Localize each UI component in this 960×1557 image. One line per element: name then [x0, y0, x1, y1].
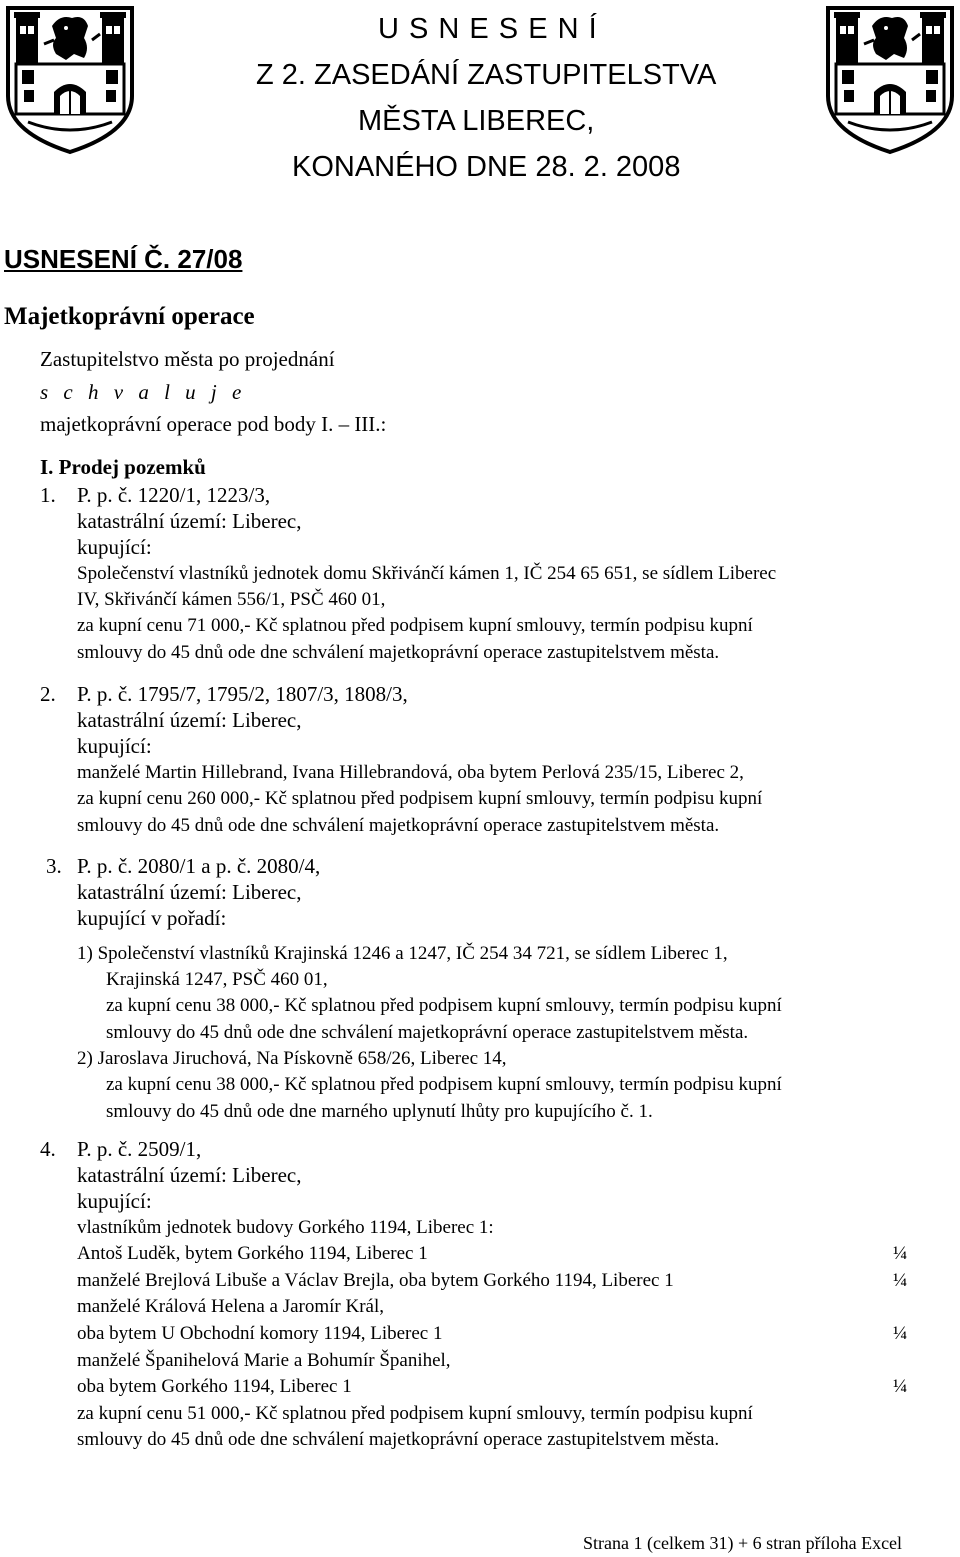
resolution-number: USNESENÍ Č. 27/08: [4, 244, 243, 274]
item-buyer-cont: IV, Skřivánčí kámen 556/1, PSČ 460 01,: [77, 589, 386, 610]
item-price-cont: smlouvy do 45 dnů ode dne schválení majetkoprávní operace zastupitelstvem města.: [77, 815, 720, 836]
resolution-title: Majetkoprávní operace: [4, 303, 255, 330]
sub-buyer-2: 2) Jaroslava Jiruchová, Na Pískovně 658/26, Liberec 14,: [77, 1048, 507, 1069]
resolution-intro: Zastupitelstvo města po projednání: [40, 347, 335, 371]
item-price: za kupní cenu 51 000,- Kč splatnou před podpisem kupní smlouvy, termín podpisu kupní: [77, 1403, 753, 1424]
item-parcel: P. p. č. 2080/1 a p. č. 2080/4,: [77, 854, 321, 878]
owner-row-cont: oba bytem Gorkého 1194, Liberec 1: [77, 1376, 352, 1397]
item-buyer-label: kupující:: [77, 535, 152, 559]
owner-row: manželé Brejlová Libuše a Václav Brejla, oba bytem Gorkého 1194, Liberec 1: [77, 1270, 674, 1291]
owner-share: ¼: [893, 1243, 908, 1264]
header-session: Z 2. ZASEDÁNÍ ZASTUPITELSTVA: [256, 59, 717, 91]
item-area: katastrální území: Liberec,: [77, 1163, 302, 1187]
item-buyer-label: kupující:: [77, 734, 152, 758]
item-parcel: P. p. č. 1795/7, 1795/2, 1807/3, 1808/3,: [77, 682, 408, 706]
item-buyer-label: kupující v pořadí:: [77, 906, 227, 930]
resolution-scope: majetkoprávní operace pod body I. – III.:: [40, 412, 387, 436]
item-price-cont: smlouvy do 45 dnů ode dne schválení majetkoprávní operace zastupitelstvem města.: [77, 1429, 720, 1450]
item-price: za kupní cenu 71 000,- Kč splatnou před podpisem kupní smlouvy, termín podpisu kupní: [77, 615, 753, 636]
sub-buyer-2-price-cont: smlouvy do 45 dnů ode dne marného uplynutí lhůty pro kupujícího č. 1.: [106, 1101, 653, 1122]
item-parcel: P. p. č. 1220/1, 1223/3,: [77, 483, 271, 507]
owner-share: ¼: [893, 1270, 908, 1291]
header-date: KONANÉHO DNE 28. 2. 2008: [292, 151, 681, 183]
item-area: katastrální území: Liberec,: [77, 880, 302, 904]
liberec-coat-of-arms-icon: [824, 4, 956, 156]
owner-share: ¼: [893, 1376, 908, 1397]
item-area: katastrální území: Liberec,: [77, 708, 302, 732]
owner-row: manželé Králová Helena a Jaromír Král,: [77, 1296, 385, 1317]
resolution-verb: s c h v a l u j e: [40, 380, 247, 404]
owners-intro: vlastníkům jednotek budovy Gorkého 1194, Liberec 1:: [77, 1217, 494, 1238]
owner-row: manželé Španihelová Marie a Bohumír Španihel,: [77, 1350, 451, 1371]
item-number: 1.: [40, 483, 56, 507]
sub-buyer-1-address: Krajinská 1247, PSČ 460 01,: [106, 969, 328, 990]
item-buyer-label: kupující:: [77, 1189, 152, 1213]
item-area: katastrální území: Liberec,: [77, 509, 302, 533]
item-parcel: P. p. č. 2509/1,: [77, 1137, 202, 1161]
liberec-coat-of-arms-icon: [4, 4, 136, 156]
item-number: 4.: [40, 1137, 56, 1161]
item-price-cont: smlouvy do 45 dnů ode dne schválení majetkoprávní operace zastupitelstvem města.: [77, 642, 720, 663]
owner-row: Antoš Luděk, bytem Gorkého 1194, Liberec 1: [77, 1243, 428, 1264]
item-number: 3.: [46, 854, 62, 878]
header-city: MĚSTA LIBEREC,: [358, 105, 595, 137]
section-heading: I. Prodej pozemků: [40, 455, 206, 479]
sub-buyer-1: 1) Společenství vlastníků Krajinská 1246 a 1247, IČ 254 34 721, se sídlem Liberec 1,: [77, 943, 728, 964]
item-buyer: manželé Martin Hillebrand, Ivana Hillebrandová, oba bytem Perlová 235/15, Liberec 2,: [77, 762, 744, 783]
sub-buyer-2-price: za kupní cenu 38 000,- Kč splatnou před podpisem kupní smlouvy, termín podpisu kupní: [106, 1074, 782, 1095]
page-footer: Strana 1 (celkem 31) + 6 stran příloha Excel: [583, 1533, 903, 1553]
sub-buyer-1-price-cont: smlouvy do 45 dnů ode dne schválení majetkoprávní operace zastupitelstvem města.: [106, 1022, 749, 1043]
header-title: U S N E S E N Í: [378, 13, 598, 45]
owner-share: ¼: [893, 1323, 908, 1344]
sub-buyer-1-price: za kupní cenu 38 000,- Kč splatnou před podpisem kupní smlouvy, termín podpisu kupní: [106, 995, 782, 1016]
item-number: 2.: [40, 682, 56, 706]
owner-row-cont: oba bytem U Obchodní komory 1194, Liberec 1: [77, 1323, 443, 1344]
item-buyer: Společenství vlastníků jednotek domu Skřivánčí kámen 1, IČ 254 65 651, se sídlem Liberec: [77, 563, 777, 584]
item-price: za kupní cenu 260 000,- Kč splatnou před podpisem kupní smlouvy, termín podpisu kupní: [77, 788, 763, 809]
